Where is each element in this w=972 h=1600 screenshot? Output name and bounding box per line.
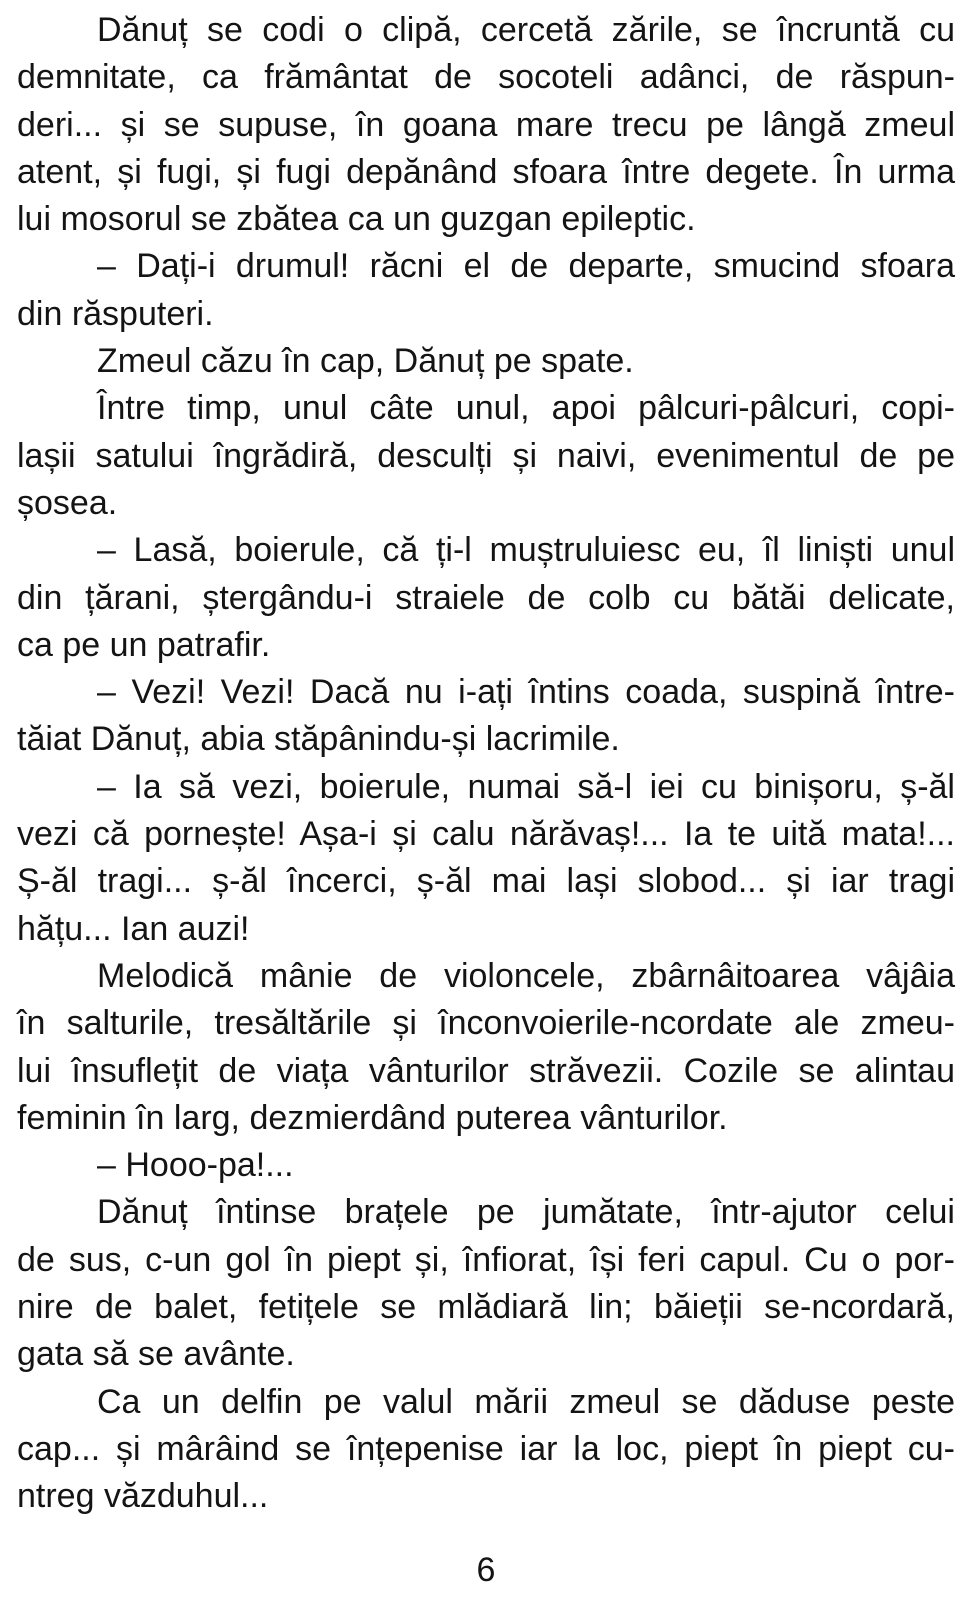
text-line: tăiat Dănuț, abia stăpânindu-și lacrimile. xyxy=(17,720,620,759)
text-line: în salturile, tresăltările și înconvoierile-ncordate ale zmeu- xyxy=(17,1004,955,1043)
text-line: Dănuț întinse brațele pe jumătate, într-ajutor celui xyxy=(97,1193,955,1232)
text-line: – Hooo-pa!... xyxy=(97,1146,294,1185)
text-line: gata să se avânte. xyxy=(17,1335,295,1374)
text-line: Între timp, unul câte unul, apoi pâlcuri-pâlcuri, copi- xyxy=(97,389,955,428)
text-line: din țărani, ștergându-i straiele de colb cu bătăi delicate, xyxy=(17,578,955,617)
text-line: de sus, c-un gol în piept și, înfiorat, își feri capul. Cu o por- xyxy=(17,1240,955,1279)
text-line: feminin în larg, dezmierdând puterea vânturilor. xyxy=(17,1098,728,1137)
text-line: deri... și se supuse, în goana mare trecu pe lângă zmeul xyxy=(17,105,955,144)
text-line: Melodică mânie de violoncele, zbârnâitoarea vâjâia xyxy=(97,956,955,995)
paragraph xyxy=(17,1189,955,1378)
paragraph xyxy=(17,1142,955,1189)
paragraph xyxy=(17,1379,955,1521)
paragraph xyxy=(17,527,955,669)
text-line: ca pe un patrafir. xyxy=(17,625,271,664)
page-number: 6 xyxy=(476,1550,496,1589)
text-line: – Lasă, boierule, că ți-l muștruluiesc eu, îl liniști unul xyxy=(97,531,955,570)
paragraph xyxy=(17,953,955,1142)
text-line: cap... și mârâind se înțepenise iar la loc, piept în piept cu- xyxy=(17,1429,955,1468)
text-line: demnitate, ca frământat de socoteli adânci, de răspun- xyxy=(17,58,955,97)
text-line: – Vezi! Vezi! Dacă nu i-ați întins coada, suspină între- xyxy=(97,673,955,712)
text-line: hățu... Ian auzi! xyxy=(17,909,250,948)
paragraph xyxy=(17,764,955,953)
text-line: atent, și fugi, și fugi depănând sfoara între degete. În urma xyxy=(17,152,955,191)
paragraph xyxy=(17,338,955,385)
text-line: din răsputeri. xyxy=(17,294,214,333)
text-line: vezi că pornește! Așa-i și calu nărăvaș!... Ia te uită mata!... xyxy=(17,815,955,854)
text-line: – Dați-i drumul! răcni el de departe, smucind sfoara xyxy=(97,247,955,286)
text-line: – Ia să vezi, boierule, numai să-l iei cu binișoru, ș-ăl xyxy=(97,767,955,806)
text-line: lașii satului îngrădiră, desculți și naivi, evenimentul de pe xyxy=(17,436,955,475)
text-line: lui însuflețit de viața vânturilor străvezii. Cozile se alintau xyxy=(17,1051,955,1090)
text-line: șosea. xyxy=(17,483,118,522)
paragraph xyxy=(17,7,955,243)
paragraph xyxy=(17,669,955,764)
text-line: Zmeul căzu în cap, Dănuț pe spate. xyxy=(97,342,634,381)
text-line: nire de balet, fetițele se mlădiară lin; băieții se-ncordară, xyxy=(17,1288,955,1327)
text-line: Ca un delfin pe valul mării zmeul se dăduse peste xyxy=(97,1382,955,1421)
text-line: lui mosorul se zbătea ca un guzgan epileptic. xyxy=(17,200,696,239)
text-line: ntreg văzduhul... xyxy=(17,1477,269,1516)
paragraph xyxy=(17,385,955,527)
paragraph xyxy=(17,243,955,338)
text-line: Dănuț se codi o clipă, cercetă zările, se încruntă cu xyxy=(97,11,955,49)
text-line: Ș-ăl tragi... ș-ăl încerci, ș-ăl mai lași slobod... și iar tragi xyxy=(17,862,955,901)
